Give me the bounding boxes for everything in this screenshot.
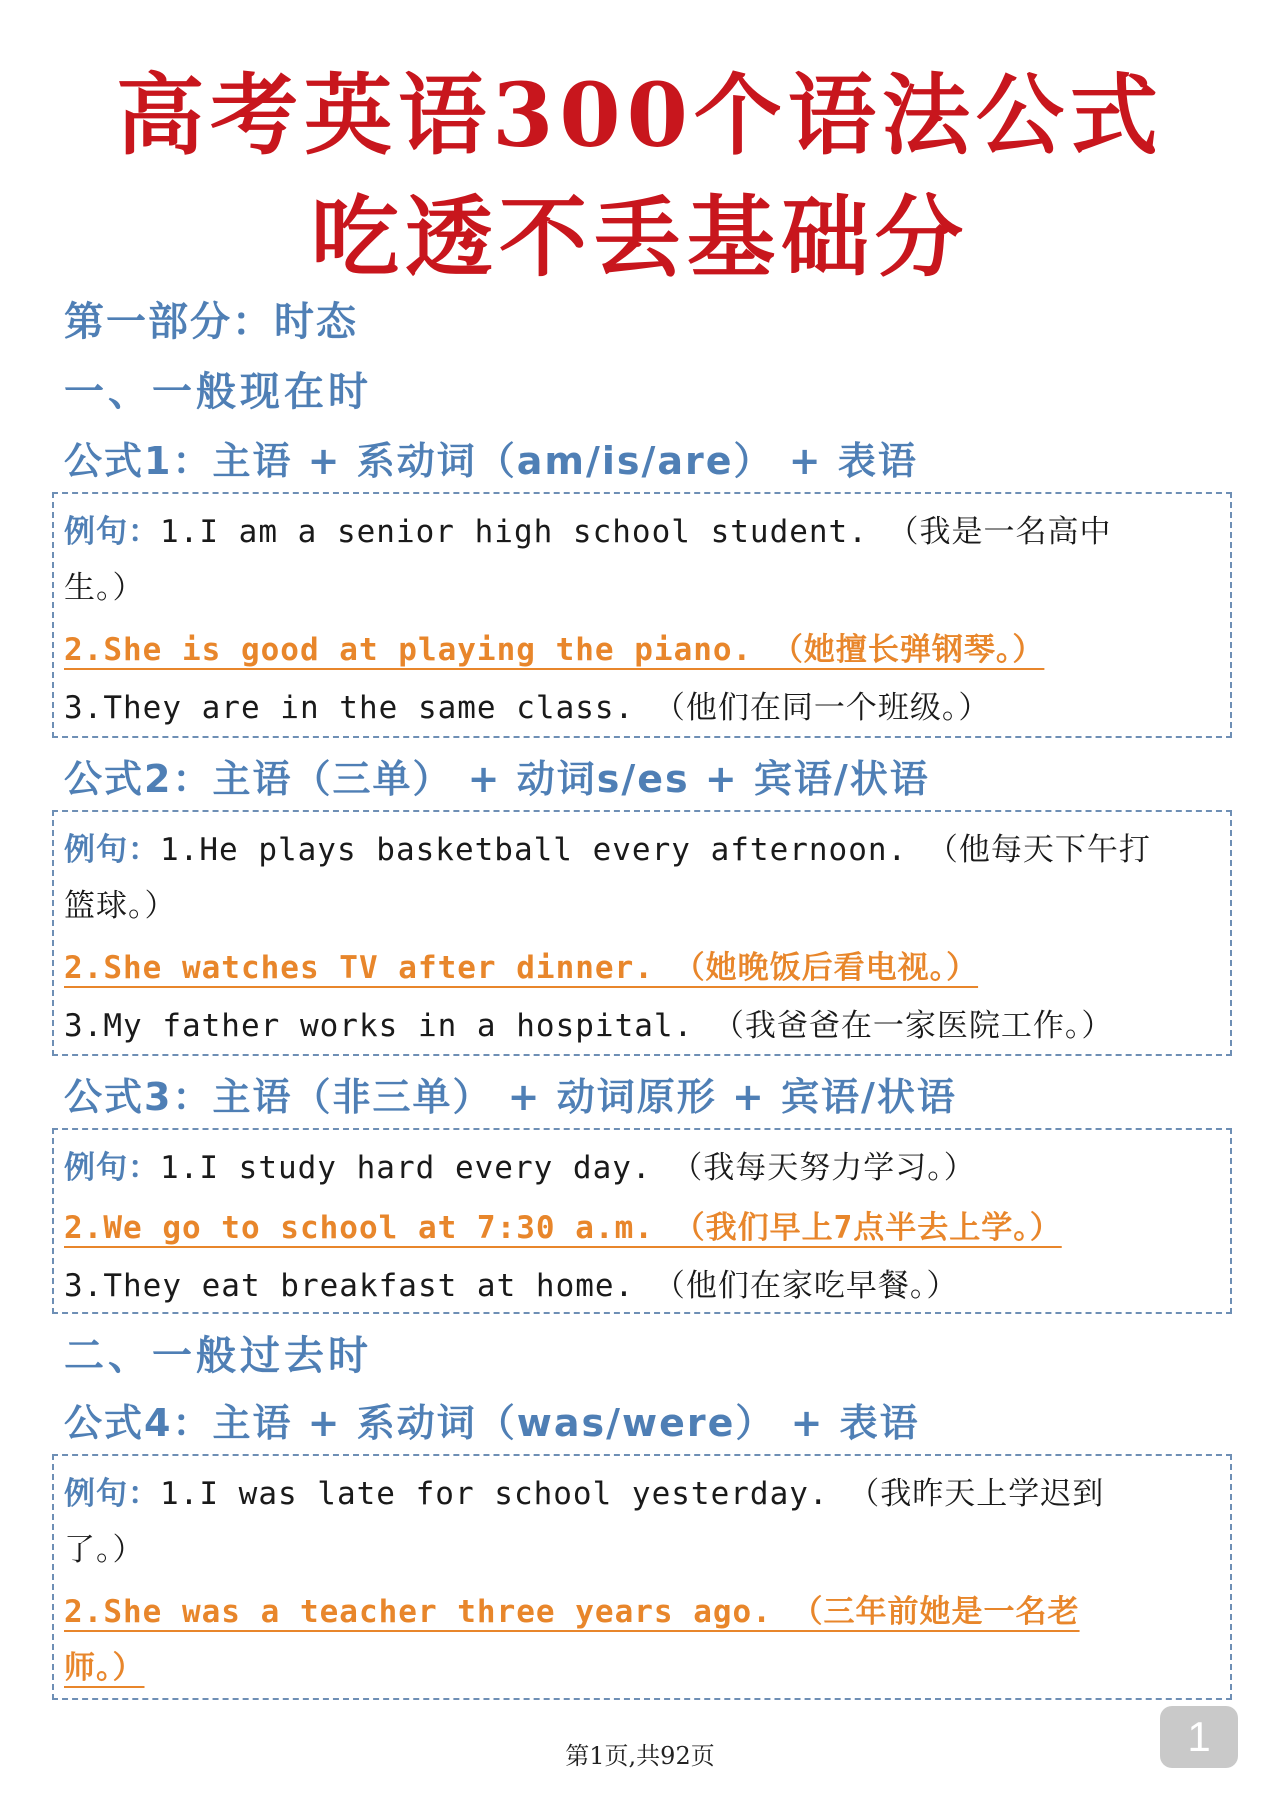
example-text: 1.I am a senior high school student. （我是一名高中 [160,514,1112,550]
example-line: 3.My father works in a hospital. （我爸爸在一家医院工作。） [64,1008,1114,1044]
example-line [64,824,1222,869]
section-heading-past: 二、一般过去时 [64,1332,372,1379]
example-line-highlight [64,1202,1222,1247]
formula-1-label: 公式1：主语 + 系动词（am/is/are） + 表语 [64,439,918,483]
example-line-continued: 了。） [64,1532,145,1568]
page-footer: 第1页,共92页 [565,1742,715,1770]
example-line: 3.They eat breakfast at home. （他们在家吃早餐。） [64,1268,959,1304]
page-title-line-1: 高考英语300个语法公式 [116,63,1164,167]
example-label: 例句： [64,514,160,550]
example-line-highlight [64,1586,1222,1631]
example-text: 1.He plays basketball every afternoon. （他每天下午打 [160,832,1151,868]
example-line [64,1468,1222,1513]
example-line-highlight-continued [64,1642,1222,1687]
example-line-highlight [64,624,1222,669]
example-line-continued: 生。） [64,570,145,606]
example-line-continued: 篮球。） [64,888,177,924]
formula-3-label: 公式3：主语（非三单） + 动词原形 + 宾语/状语 [64,1075,957,1119]
example-text-highlight-continued: 师。） [64,1650,145,1686]
example-line [64,1142,1222,1187]
example-text: 1.I was late for school yesterday. （我昨天上学迟到 [160,1476,1105,1512]
example-label: 例句： [64,1150,160,1186]
example-line [64,506,1222,551]
example-box-1 [52,492,1232,738]
example-label: 例句： [64,832,160,868]
page-number-badge: 1 [1160,1706,1238,1768]
example-line-highlight [64,942,1222,987]
example-text-highlight: 2.She is good at playing the piano. （她擅长弹钢琴。） [64,632,1045,668]
section-heading-present: 一、一般现在时 [64,368,372,415]
formula-2-label: 公式2：主语（三单） + 动词s/es + 宾语/状语 [64,757,930,801]
example-text: 1.I study hard every day. （我每天努力学习。） [160,1150,976,1186]
formula-4-label: 公式4：主语 + 系动词（was/were） + 表语 [64,1401,920,1445]
example-line: 3.They are in the same class. （他们在同一个班级。） [64,690,991,726]
example-text-highlight: 2.She was a teacher three years ago. （三年前她是一名老 [64,1594,1080,1630]
example-box-2 [52,810,1232,1056]
example-text-highlight: 2.We go to school at 7:30 a.m. （我们早上7点半去上学。） [64,1210,1062,1246]
example-text-highlight: 2.She watches TV after dinner. （她晚饭后看电视。） [64,950,979,986]
example-label: 例句： [64,1476,160,1512]
part-heading: 第一部分：时态 [64,298,358,345]
example-box-4 [52,1454,1232,1700]
example-box-3 [52,1128,1232,1314]
page-title-line-2: 吃透不丢基础分 [310,185,969,289]
